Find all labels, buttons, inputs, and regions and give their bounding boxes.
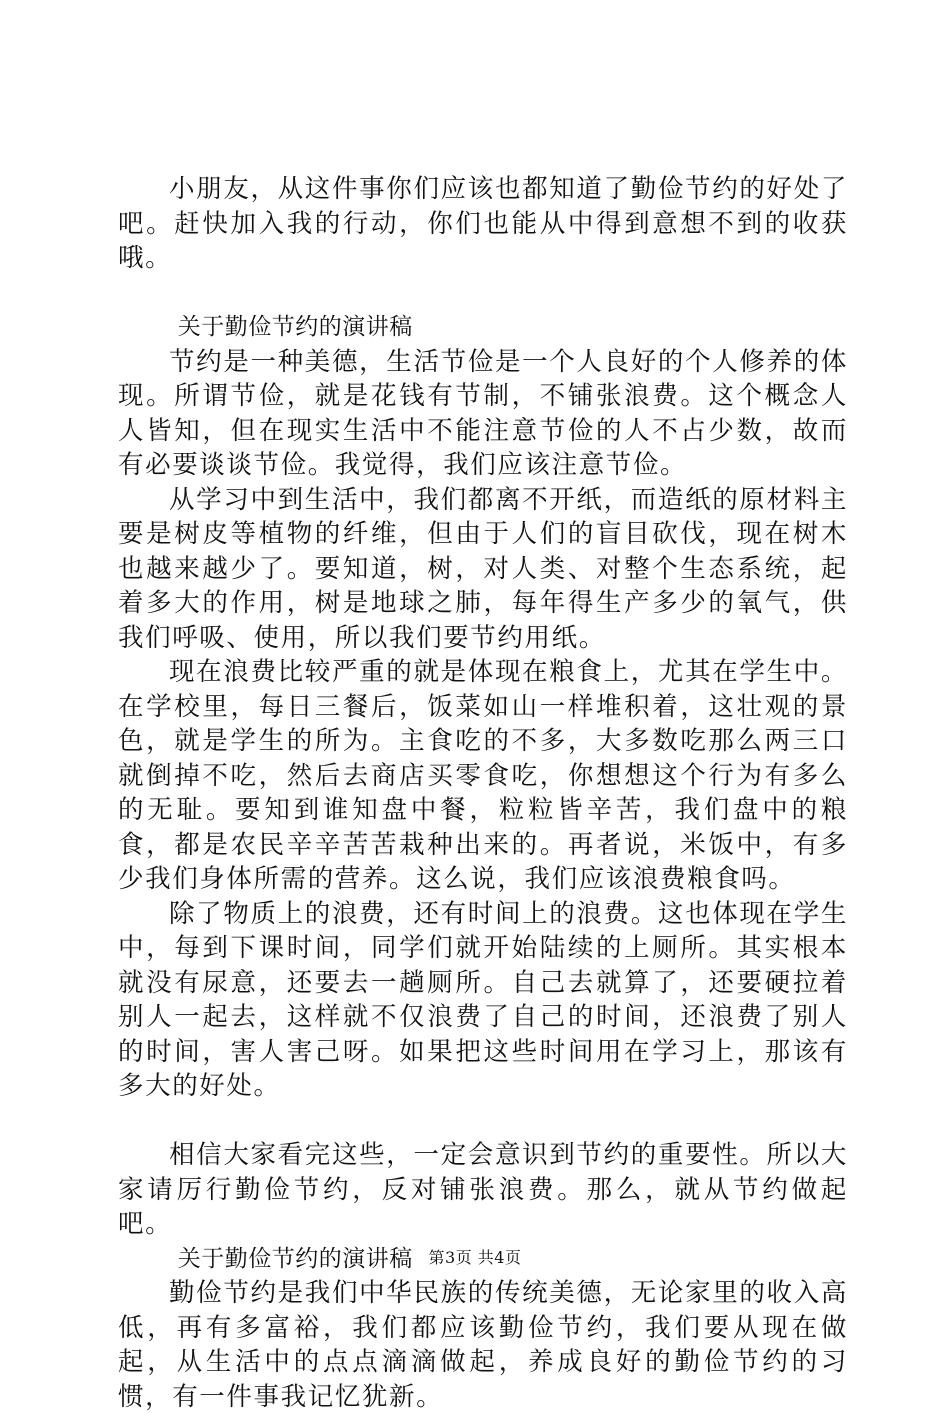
page-number-footer: 第3页 共4页: [428, 1248, 522, 1267]
paragraph-closing: 相信大家看完这些，一定会意识到节约的重要性。所以大家请厉行勤俭节约，反对铺张浪费。那么，就从节约做起吧。: [118, 1140, 848, 1239]
paragraph-spacer: [118, 276, 848, 311]
speech-title-1: 关于勤俭节约的演讲稿: [177, 314, 413, 340]
paragraph-paper-saving: 从学习中到生活中，我们都离不开纸，而造纸的原材料主要是树皮等植物的纤维，但由于人们的盲目砍伐，现在树木也越来越少了。要知道，树，对人类、对整个生态系统，起着多大的作用，树是地球之肺，每年得生产多少的氧气，供我们呼吸、使用，所以我们要节约用纸。: [118, 484, 848, 653]
speech-title-2: 关于勤俭节约的演讲稿: [177, 1245, 413, 1272]
paragraph-intro-conclusion: 小朋友，从这件事你们应该也都知道了勤俭节约的好处了吧。赶快加入我的行动，你们也能从中得到意想不到的收获哦。: [118, 174, 848, 273]
paragraph-tradition: 勤俭节约是我们中华民族的传统美德，无论家里的收入高低，再有多富裕，我们都应该勤俭节约，我们要从现在做起，从生活中的点点滴滴做起，养成良好的勤俭节约的习惯，有一件事我记忆犹新。: [118, 1278, 848, 1412]
document-body: [118, 172, 848, 1414]
paragraph-time-waste: 除了物质上的浪费，还有时间上的浪费。这也体现在学生中，每到下课时间，同学们就开始陆续的上厕所。其实根本就没有尿意，还要去一趟厕所。自己去就算了，还要硬拉着别人一起去，这样就不仅浪费了自己的时间，还浪费了别人的时间，害人害己呀。如果把这些时间用在学习上，那该有多大的好处。: [118, 898, 848, 1101]
paragraph-spacer: [118, 1104, 848, 1139]
paragraph-thrift-virtue: 节约是一种美德，生活节俭是一个人良好的个人修养的体现。所谓节俭，就是花钱有节制，不铺张浪费。这个概念人人皆知，但在现实生活中不能注意节俭的人不占少数，故而有必要谈谈节俭。我觉得，我们应该注意节俭。: [118, 346, 848, 480]
paragraph-food-waste: 现在浪费比较严重的就是体现在粮食上，尤其在学生中。在学校里，每日三餐后，饭菜如山一样堆积着，这壮观的景色，就是学生的所为。主食吃的不多，大多数吃那么两三口就倒掉不吃，然后去商店买零食吃，你想想这个行为有多么的无耻。要知到谁知盘中餐，粒粒皆辛苦，我们盘中的粮食，都是农民辛辛苦苦栽种出来的。再者说，米饭中，有多少我们身体所需的营养。这么说，我们应该浪费粮食吗。: [118, 657, 848, 894]
